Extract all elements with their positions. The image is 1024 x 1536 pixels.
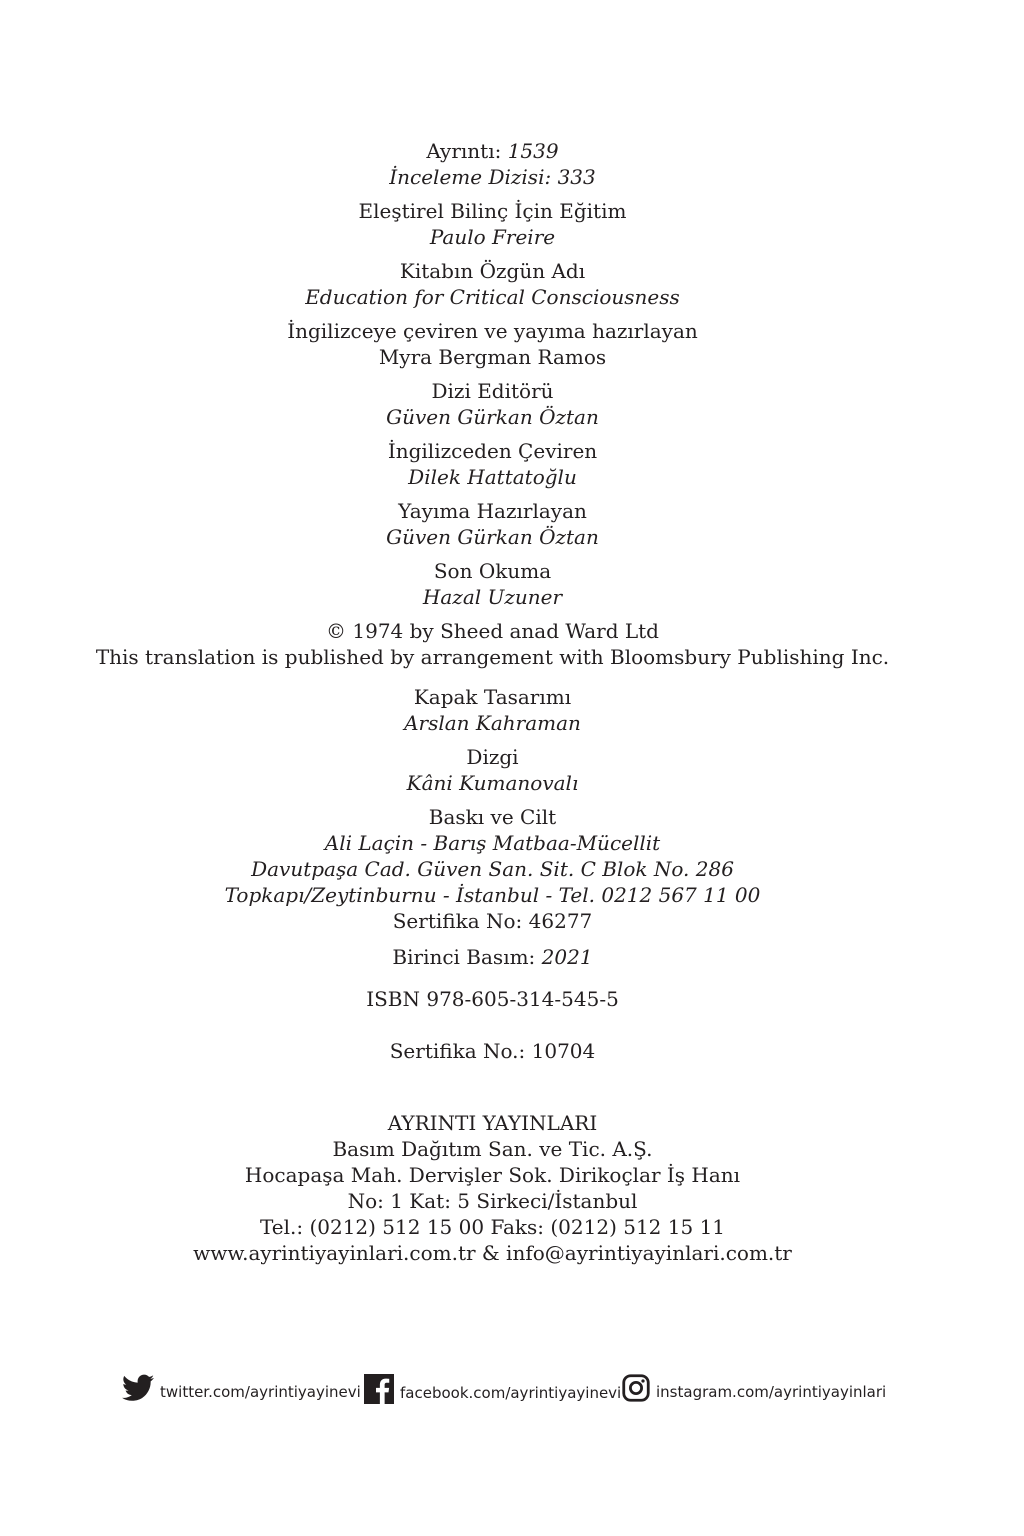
printer-city-phone: Topkapı/Zeytinburnu - İstanbul - Tel. 0212 567 11 00	[224, 883, 761, 907]
twitter-link[interactable]	[122, 1374, 361, 1402]
printing-label: Baskı ve Cilt	[428, 805, 557, 829]
publisher-certificate: Sertifika No.: 10704	[389, 1039, 596, 1063]
publisher-address-2: No: 1 Kat: 5 Sirkeci/İstanbul	[347, 1189, 638, 1213]
publisher-company: Basım Dağıtım San. ve Tic. A.Ş.	[332, 1137, 653, 1161]
proofreading-label: Son Okuma	[433, 559, 552, 583]
copyright-line: © 1974 by Sheed anad Ward Ltd	[326, 619, 659, 643]
series-line	[0, 138, 985, 164]
twitter-icon	[122, 1374, 154, 1402]
facebook-link[interactable]	[364, 1374, 621, 1404]
printing-group	[0, 804, 985, 934]
printer-address: Davutpaşa Cad. Güven San. Sit. C Blok No. 286	[251, 857, 734, 881]
facebook-handle: facebook.com/ayrintiyayinevi	[400, 1384, 622, 1402]
translator-group	[0, 438, 985, 490]
publisher-web: www.ayrintiyayinlari.com.tr & info@ayrintiyayinlari.com.tr	[193, 1241, 792, 1265]
english-translation-value: Myra Bergman Ramos	[378, 345, 607, 369]
cover-design-label: Kapak Tasarımı	[413, 685, 572, 709]
isbn: ISBN 978-605-314-545-5	[366, 987, 619, 1011]
book-author: Paulo Freire	[429, 225, 556, 249]
proofreading-value: Hazal Uzuner	[422, 585, 563, 609]
printer-certificate: Sertifika No: 46277	[392, 909, 593, 933]
translator-label: İngilizceden Çeviren	[387, 439, 598, 463]
publisher-phone: Tel.: (0212) 512 15 00 Faks: (0212) 512 15 11	[259, 1215, 726, 1239]
first-edition-year: 2021	[541, 945, 593, 969]
typesetting-group	[0, 744, 985, 796]
book-group	[0, 198, 985, 250]
typesetting-value: Kâni Kumanovalı	[406, 771, 579, 795]
facebook-icon	[364, 1374, 394, 1404]
publisher-address-1: Hocapaşa Mah. Dervişler Sok. Dirikoçlar İş Hanı	[244, 1163, 741, 1187]
series-group	[0, 138, 985, 190]
typesetting-label: Dizgi	[466, 745, 519, 769]
original-title-value: Education for Critical Consciousness	[305, 285, 680, 309]
twitter-handle: twitter.com/ayrintiyayinevi	[160, 1383, 361, 1401]
arrangement-line: This translation is published by arrangement with Bloomsbury Publishing Inc.	[95, 645, 890, 669]
series-editor-value: Güven Gürkan Öztan	[386, 405, 599, 429]
instagram-link[interactable]	[622, 1374, 886, 1402]
english-translation-group	[0, 318, 985, 370]
english-translation-label: İngilizceye çeviren ve yayıma hazırlayan	[287, 319, 698, 343]
proofreading-group	[0, 558, 985, 610]
printer-name: Ali Laçin - Barış Matbaa-Mücellit	[324, 831, 661, 855]
book-title: Eleştirel Bilinç İçin Eğitim	[358, 199, 627, 223]
cover-design-value: Arslan Kahraman	[404, 711, 581, 735]
copyright-group	[0, 618, 985, 670]
cover-design-group	[0, 684, 985, 736]
instagram-icon	[622, 1374, 650, 1402]
series-number: 1539	[507, 139, 559, 163]
original-title-label: Kitabın Özgün Adı	[399, 259, 586, 283]
series-label: Ayrıntı:	[426, 139, 508, 163]
preparer-value: Güven Gürkan Öztan	[386, 525, 599, 549]
subseries-line: İnceleme Dizisi: 333	[389, 165, 596, 189]
publisher-name: AYRINTI YAYINLARI	[387, 1111, 598, 1135]
preparer-group	[0, 498, 985, 550]
preparer-label: Yayıma Hazırlayan	[398, 499, 587, 523]
first-edition-line	[0, 944, 985, 970]
first-edition-label: Birinci Basım:	[392, 945, 542, 969]
publisher-block	[0, 1110, 985, 1266]
colophon-block	[0, 138, 985, 1064]
original-title-group	[0, 258, 985, 310]
social-bar	[0, 1374, 1024, 1414]
series-editor-group	[0, 378, 985, 430]
translator-value: Dilek Hattatoğlu	[408, 465, 577, 489]
instagram-handle: instagram.com/ayrintiyayinlari	[656, 1383, 887, 1401]
series-editor-label: Dizi Editörü	[431, 379, 554, 403]
